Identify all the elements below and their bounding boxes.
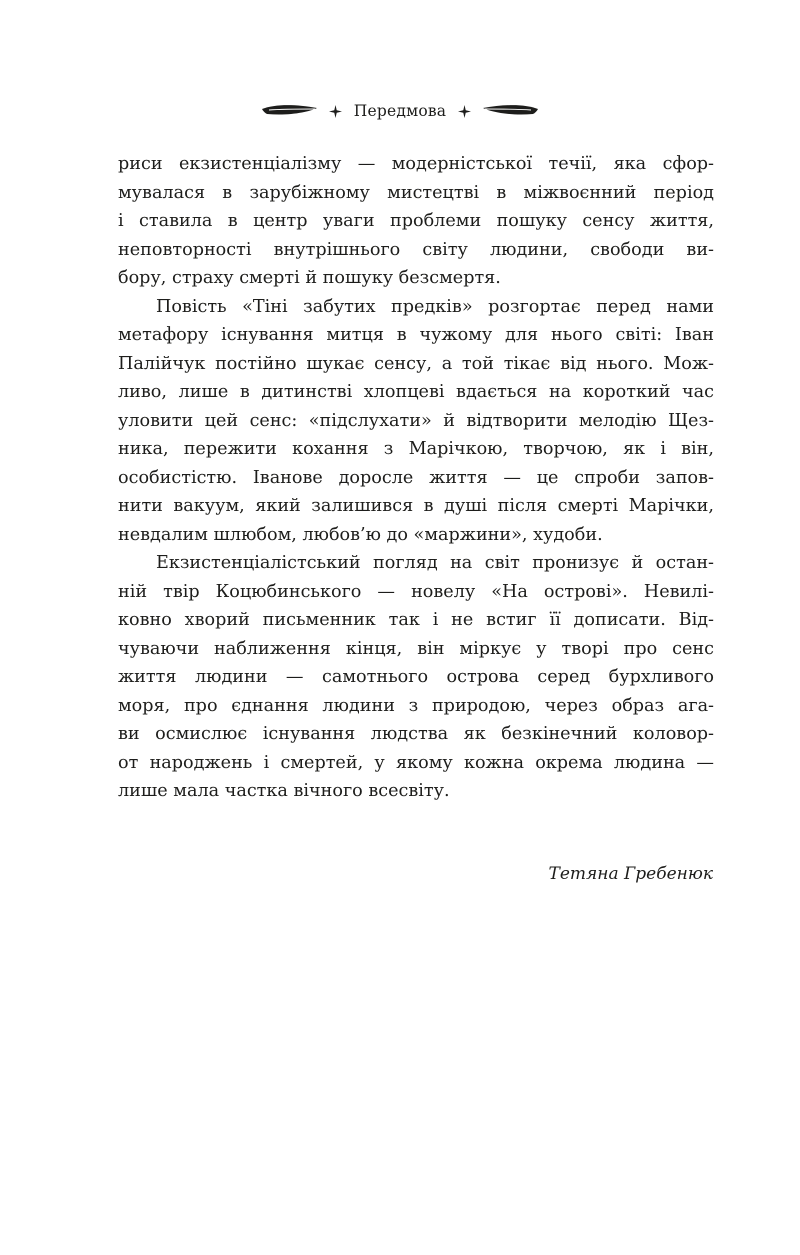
text-line: ливо, лише в дитинстві хлопцеві вдається на короткий час bbox=[118, 382, 714, 402]
text-line: нити вакуум, який залишився в душі після смерті Марічки, bbox=[118, 496, 714, 516]
text-line: метафору існування митця в чужому для нього світі: Іван bbox=[118, 325, 714, 345]
text-line: невдалим шлюбом, любов’ю до «маржини», худоби. bbox=[118, 524, 603, 545]
text-line: і ставила в центр уваги проблеми пошуку сенсу життя, bbox=[118, 211, 714, 231]
paragraph-1 bbox=[118, 150, 714, 293]
text-line: мувалася в зарубіжному мистецтві в міжвоєнний період bbox=[118, 182, 714, 203]
text-line: Екзистенціалістський погляд на світ пронизує й остан- bbox=[156, 553, 714, 573]
paragraph-3 bbox=[118, 549, 714, 806]
text-line: життя людини — самотнього острова серед бурхливого bbox=[118, 667, 714, 687]
ornament-star-right-icon bbox=[458, 105, 471, 118]
text-line: Повість «Тіні забутих предків» розгортає перед нами bbox=[156, 296, 714, 317]
text-line: лише мала частка вічного всесвіту. bbox=[118, 781, 450, 801]
text-line: чуваючи наближення кінця, він міркує у творі про сенс bbox=[118, 638, 714, 659]
text-line: особистістю. Іванове доросле життя — це спроби запов- bbox=[118, 467, 714, 488]
text-line: Палійчук постійно шукає сенсу, а той тікає від нього. Мож- bbox=[118, 353, 714, 374]
text-line: моря, про єднання людини з природою, через образ ага- bbox=[118, 695, 714, 716]
running-header bbox=[0, 97, 800, 125]
text-line: ковно хворий письменник так і не встиг її дописати. Від- bbox=[118, 610, 714, 630]
text-line: риси екзистенціалізму — модерністської течії, яка сфор- bbox=[118, 154, 714, 174]
text-line: ника, пережити кохання з Марічкою, творчою, як і він, bbox=[118, 439, 714, 459]
text-line: бору, страху смерті й пошуку безсмертя. bbox=[118, 268, 501, 288]
text-line: от народжень і смертей, у якому кожна окрема людина — bbox=[118, 752, 714, 773]
ornament-leaf-left-icon bbox=[261, 103, 323, 119]
paragraph-2 bbox=[118, 293, 714, 550]
header-title: Передмова bbox=[353, 102, 447, 120]
text-line: ній твір Коцюбинського — новелу «На острові». Невилі- bbox=[118, 581, 714, 602]
author-signature: Тетяна Гребенюк bbox=[548, 864, 713, 884]
text-line: неповторності внутрішнього світу людини, свободи ви- bbox=[118, 239, 714, 260]
text-line: ви осмислює існування людства як безкінечний коловор- bbox=[118, 724, 714, 744]
body-text bbox=[118, 150, 714, 806]
ornament-star-left-icon bbox=[329, 105, 342, 118]
ornament-leaf-right-icon bbox=[477, 103, 539, 119]
text-line: уловити цей сенс: «підслухати» й відтворити мелодію Щез- bbox=[118, 410, 714, 431]
